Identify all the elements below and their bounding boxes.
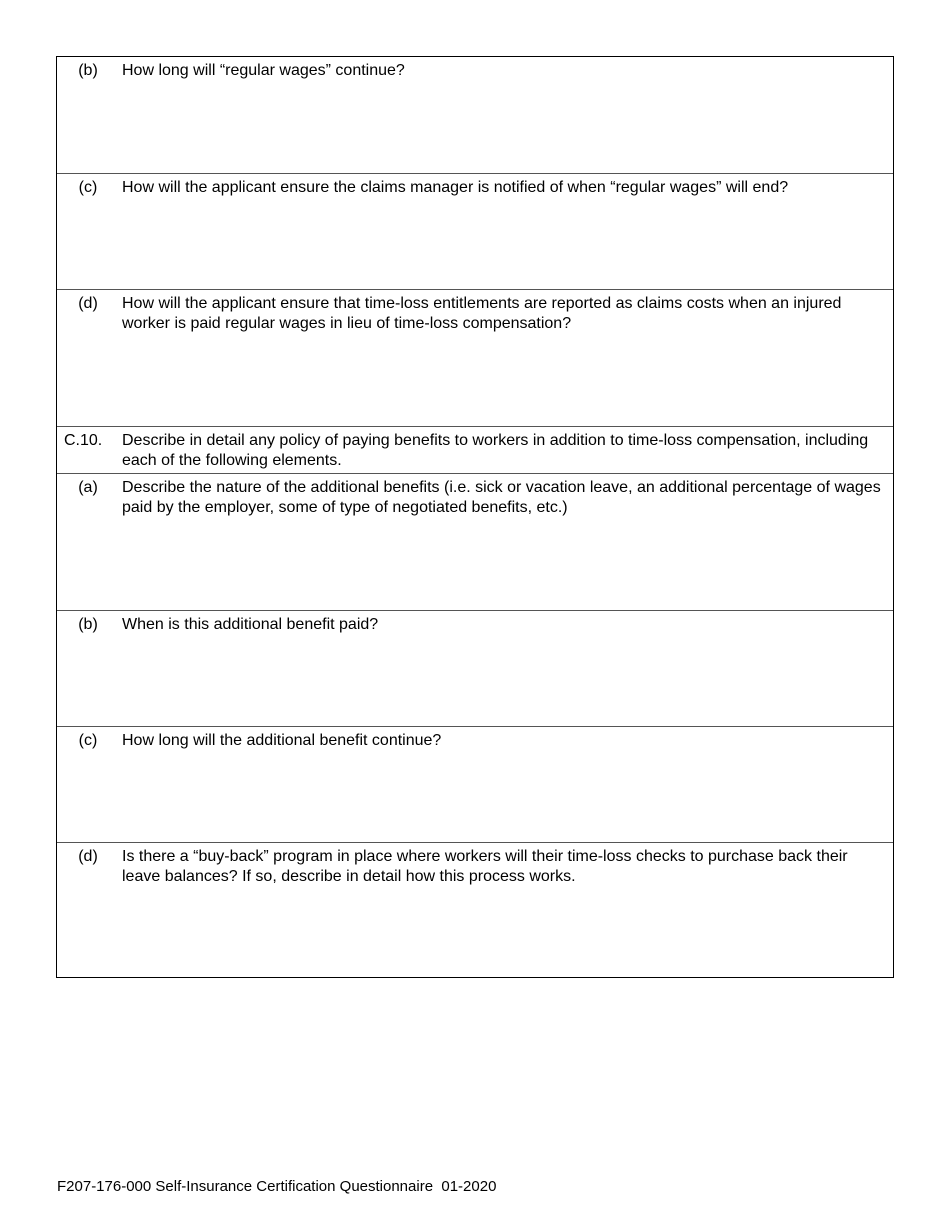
question-label: (d) bbox=[78, 295, 98, 312]
question-label: (d) bbox=[78, 848, 98, 865]
question-label: (b) bbox=[78, 62, 98, 79]
question-text: Is there a “buy-back” program in place where workers will their time-loss checks to purchase back their leave balances? If so, describe in detail how this process works. bbox=[122, 848, 848, 885]
question-text: How long will the additional benefit continue? bbox=[122, 732, 442, 749]
form-footer: F207-176-000 Self-Insurance Certification Questionnaire 01-2020 bbox=[57, 1178, 497, 1195]
section-row-c10 bbox=[57, 426, 893, 473]
question-row-c-benefit-duration bbox=[57, 726, 893, 842]
questionnaire-table bbox=[56, 56, 894, 978]
question-text: How long will “regular wages” continue? bbox=[122, 62, 405, 79]
question-row-b-regular-wages bbox=[57, 57, 893, 173]
question-row-b-benefit-paid bbox=[57, 610, 893, 726]
question-label: (a) bbox=[78, 479, 98, 496]
question-label: (c) bbox=[78, 732, 98, 749]
question-row-d-claims-costs bbox=[57, 289, 893, 426]
section-label: C.10. bbox=[64, 432, 103, 449]
question-text: How will the applicant ensure that time-loss entitlements are reported as claims costs when an injured worker is paid regular wages in lieu of time-loss compensation? bbox=[122, 295, 842, 332]
question-text: Describe the nature of the additional benefits (i.e. sick or vacation leave, an additional percentage of wages paid by the employer, some of type of negotiated benefits, etc.) bbox=[122, 479, 881, 516]
question-label: (b) bbox=[78, 616, 98, 633]
question-text: When is this additional benefit paid? bbox=[122, 616, 379, 633]
question-row-c-notification bbox=[57, 173, 893, 289]
question-row-a-benefit-nature bbox=[57, 473, 893, 610]
question-label: (c) bbox=[78, 179, 98, 196]
section-text: Describe in detail any policy of paying benefits to workers in addition to time-loss compensation, including each of the following elements. bbox=[122, 432, 869, 469]
question-text: How will the applicant ensure the claims manager is notified of when “regular wages” will end? bbox=[122, 179, 789, 196]
question-row-d-buy-back bbox=[57, 842, 893, 977]
